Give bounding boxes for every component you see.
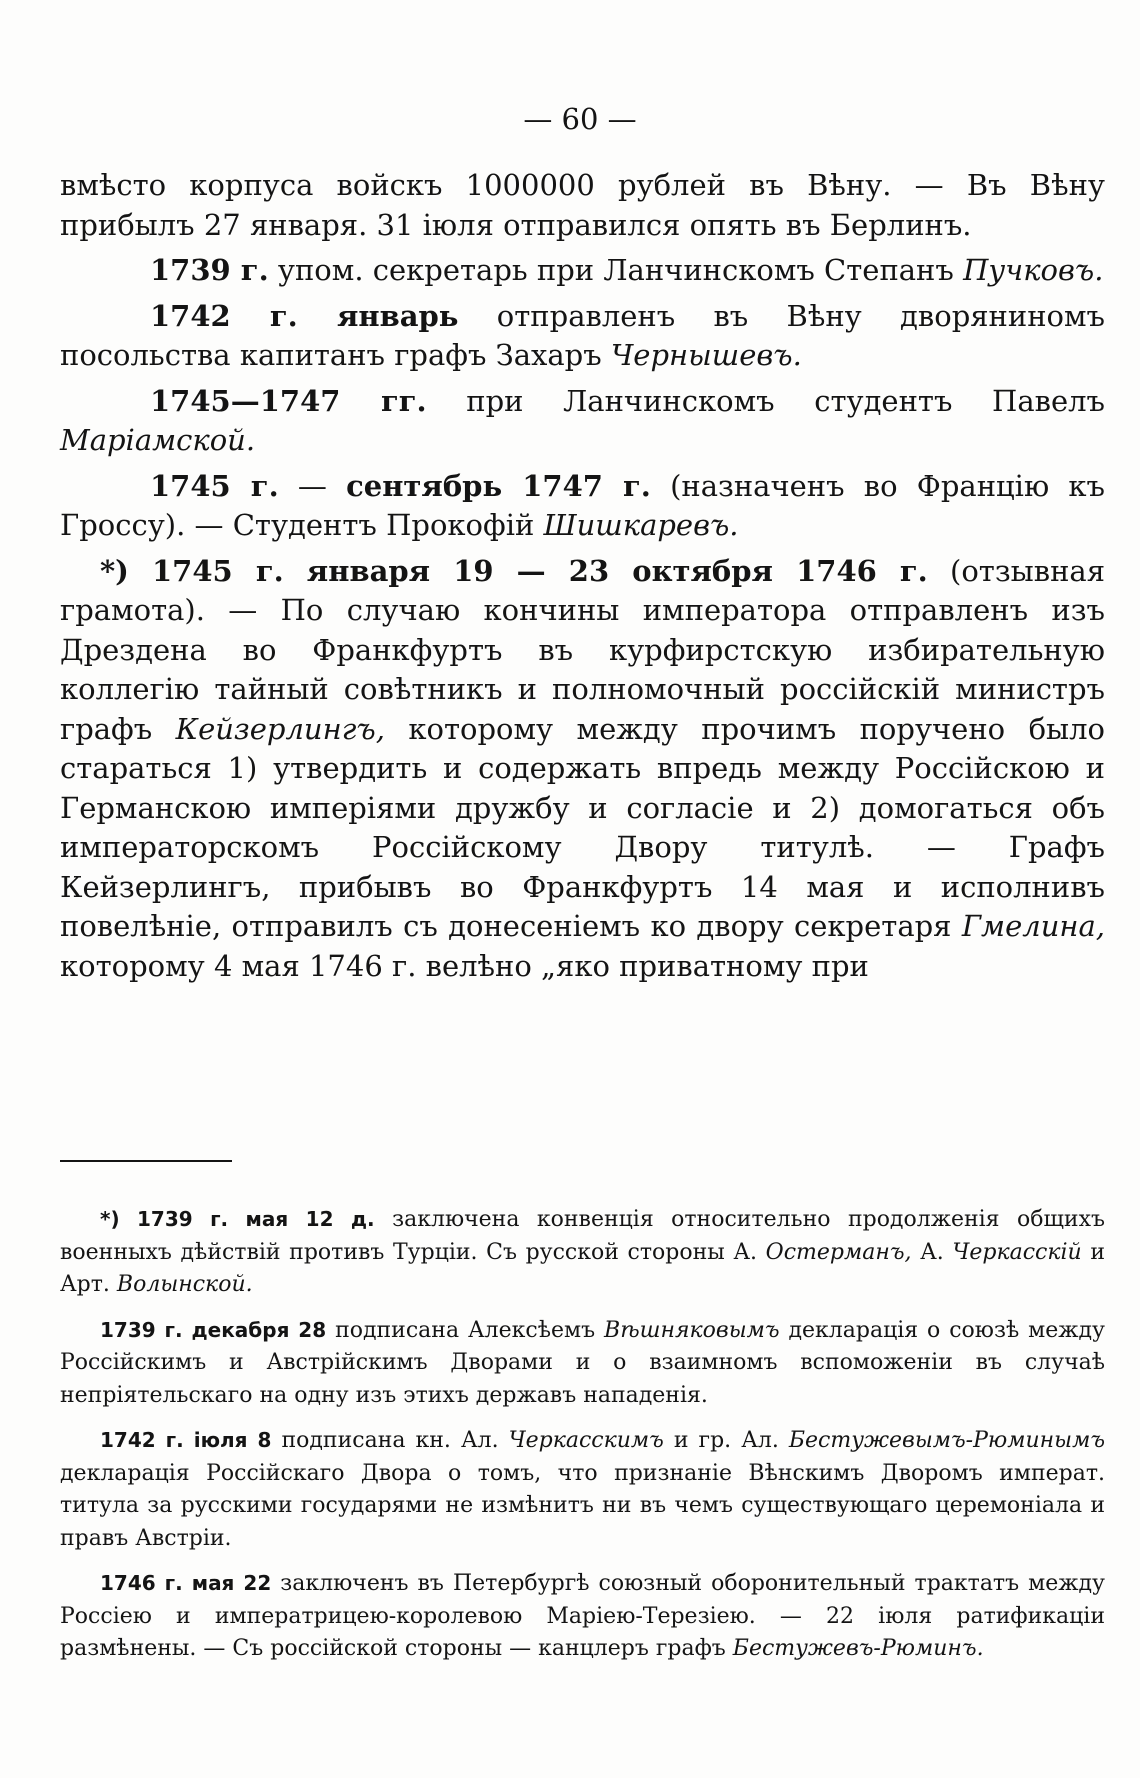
person-name: Кейзерлингъ, [175, 711, 385, 746]
entry-date: *) 1745 г. января 19 — 23 октября 1746 г. [100, 553, 928, 588]
person-name: Пучковъ. [963, 253, 1104, 287]
entry-text: которому 4 мая 1746 г. велѣно „яко приватному при [60, 948, 869, 983]
entry-date: 1745 г. [150, 468, 279, 503]
paragraph-2 [60, 251, 1105, 291]
main-text [60, 166, 1105, 986]
person-name: Волынской. [116, 1272, 253, 1297]
footnote-text: декларація Россійскаго Двора о томъ, что признаніе Вѣнскимъ Дворомъ императ. титула за русскими государями не измѣнитъ ни въ чемъ существующаго церемоніала и правъ Австріи. [60, 1460, 1105, 1551]
footnote-text: и Арт. [60, 1239, 1106, 1297]
person-name: Остерманъ, [765, 1239, 912, 1265]
person-name: Черкасскимъ [508, 1428, 664, 1453]
entry-text: при Ланчинскомъ студентъ Павелъ [426, 383, 1105, 418]
footnote-text: подписана Алексѣемъ [326, 1317, 605, 1343]
person-name: Бестужевымъ-Рюминымъ [788, 1428, 1105, 1453]
paragraph-6 [60, 552, 1105, 987]
entry-text: отправленъ въ Вѣну дворяниномъ посольства капитанъ графъ Захаръ [60, 298, 1106, 372]
footnote-4 [60, 1567, 1105, 1666]
paragraph-1: вмѣсто корпуса войскъ 1000000 рублей въ Вѣну. — Въ Вѣну прибылъ 27 января. 31 іюля отправился опять въ Берлинъ. [60, 168, 1105, 242]
footnote-text: декларація о союзѣ между Россійскимъ и Австрійскимъ Дворами и о взаимномъ вспоможеніи въ случаѣ непріятельскаго на одну изъ этихъ державъ нападенія. [60, 1317, 1105, 1408]
footnote-date: 1739 г. декабря 28 [100, 1317, 327, 1342]
page-number: — 60 — [523, 102, 637, 136]
paragraph-5 [60, 467, 1105, 546]
footnote-text: заключена конвенція относительно продолженія общихъ военныхъ дѣйствій противъ Турціи. Съ русской стороны А. [60, 1207, 1105, 1265]
person-name: Маріамской. [60, 423, 256, 457]
footnote-divider [60, 1160, 232, 1162]
footnote-text: А. [911, 1239, 953, 1265]
entry-separator: — [278, 468, 347, 503]
paragraph-3 [60, 297, 1105, 376]
entry-text: упом. секретарь при Ланчинскомъ Степанъ [268, 253, 964, 287]
person-name: Чернышевъ. [610, 338, 802, 372]
entry-date: 1739 г. [150, 253, 269, 287]
person-name: Вѣшняковымъ [604, 1317, 780, 1343]
person-name: Бестужевъ-Рюминъ. [732, 1636, 984, 1661]
entry-text: (отзывная грамота). — По случаю кончины императора отправленъ изъ Дрездена во Франкфуртъ въ курфирстскую избирательную коллегію тайный совѣтникъ и полномочный россійскій министръ графъ [60, 553, 1105, 746]
footnote-date: 1746 г. мая 22 [100, 1571, 272, 1595]
entry-date: 1745—1747 гг. [150, 383, 427, 418]
footnote-text: подписана кн. Ал. [271, 1428, 509, 1453]
footnote-text: и гр. Ал. [663, 1428, 789, 1453]
paragraph-4 [60, 382, 1105, 461]
footnote-3 [60, 1424, 1105, 1555]
footnote-date: 1742 г. іюля 8 [100, 1428, 272, 1452]
entry-text: (назначенъ во Францію къ Гроссу). — Студентъ Прокофій [60, 468, 1105, 542]
footnotes [60, 1203, 1105, 1678]
person-name: Шишкаревъ. [543, 508, 739, 542]
person-name: Гмелина, [961, 909, 1105, 943]
footnote-1 [60, 1203, 1105, 1302]
footnote-text: заключенъ въ Петербургѣ союзный оборонительный трактатъ между Россіею и императрицею-королевою Маріею-Терезіею. — 22 іюля ратификаціи размѣнены. — Съ россійской стороны — канцлеръ графъ [60, 1571, 1105, 1661]
entry-date: 1742 г. январь [150, 298, 459, 333]
footnote-date: *) 1739 г. мая 12 д. [100, 1207, 375, 1231]
person-name: Черкасскій [952, 1239, 1082, 1265]
entry-text: которому между прочимъ поручено было стараться 1) утвердить и содержать впредь между Россійскою и Германскою имперіями дружбу и согласіе и 2) домогаться объ императорскомъ Россійскому Двору титулѣ. — Графъ Кейзерлингъ, прибывъ во Франкфуртъ 14 мая и исполнивъ повелѣніе, отправилъ съ донесеніемъ ко двору секретаря [60, 711, 1105, 943]
entry-date-end: сентябрь 1747 г. [346, 468, 651, 503]
footnote-2 [60, 1314, 1105, 1413]
